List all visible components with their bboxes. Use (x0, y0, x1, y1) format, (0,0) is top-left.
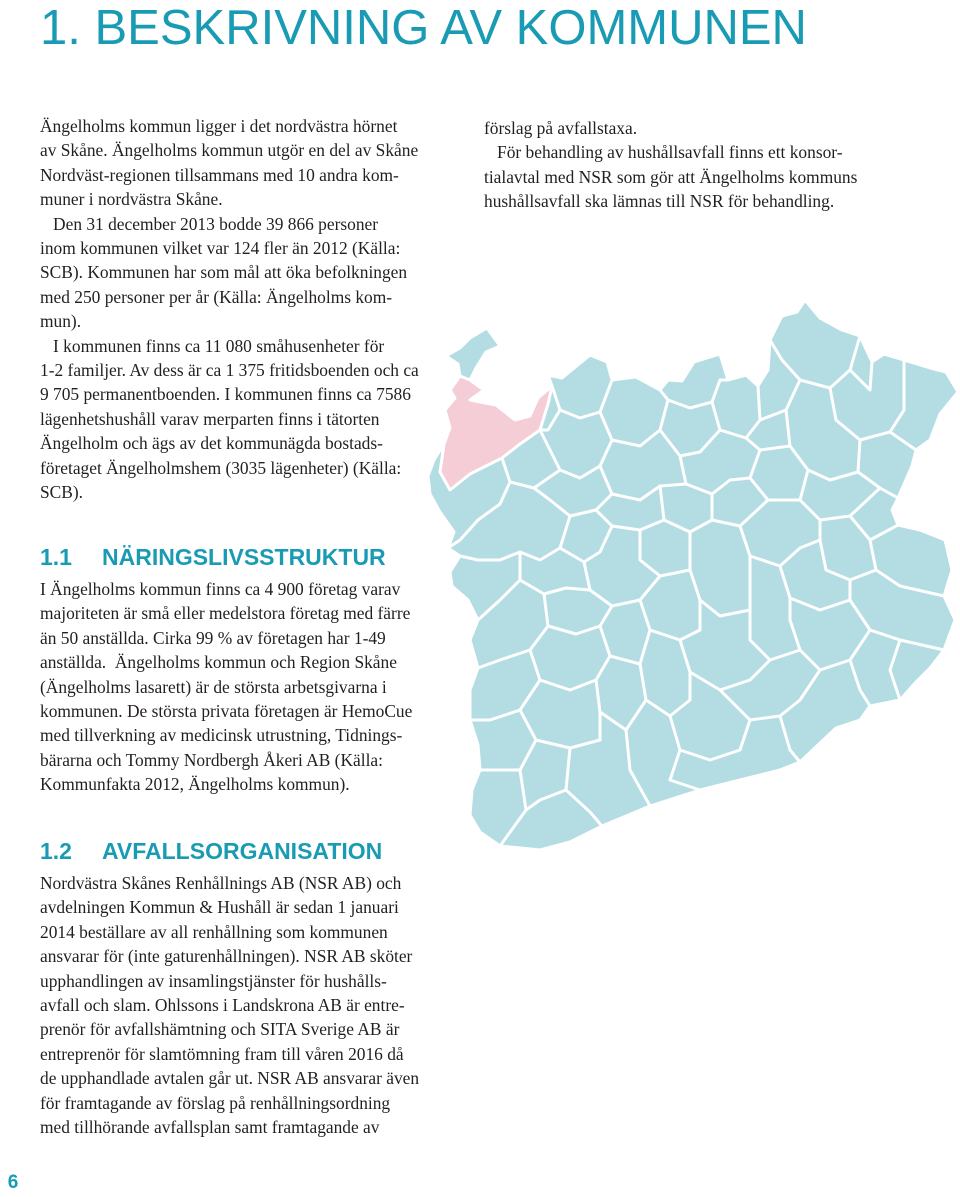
text-line: majoriteten är små eller medelstora företag med färre (40, 603, 411, 624)
text-line: kommunen. De största privata företagen är HemoCue (40, 701, 413, 722)
section-number: 1.1 (40, 544, 72, 570)
text-line: Den 31 december 2013 bodde 39 866 personer (40, 213, 379, 234)
text-line: muner i nordvästra Skåne. (40, 189, 223, 210)
naringslivsstruktur-text (40, 577, 412, 797)
text-line: 2014 beställare av all renhållning som kommunen (40, 921, 388, 942)
text-line: avdelningen Kommun & Hushåll är sedan 1 januari (40, 897, 399, 918)
text-line: Ängelholms kommun ligger i det nordvästra hörnet (40, 116, 398, 136)
text-line: Ängelholm och ägs av det kommunägda bostads- (40, 433, 383, 454)
text-line: SCB). Kommunen har som mål att öka befolkningen (40, 262, 408, 283)
avfallsorganisation-text (40, 871, 419, 1139)
text-line: tialavtal med NSR som gör att Ängelholms kommuns (484, 166, 858, 187)
text-line: För behandling av hushållsavfall finns ett konsor- (484, 142, 843, 163)
text-line: med 250 personer per år (Källa: Ängelholms kom- (40, 286, 393, 307)
text-line: hushållsavfall ska lämnas till NSR för behandling. (484, 191, 835, 212)
right-column-text (484, 116, 857, 214)
text-line: av Skåne. Ängelholms kommun utgör en del av Skåne (40, 140, 419, 161)
text-line: än 50 anställda. Cirka 99 % av företagen har 1-49 (40, 627, 386, 648)
section-number: 1.2 (40, 838, 72, 864)
text-line: Kommunfakta 2012, Ängelholms kommun). (40, 774, 350, 795)
text-line: förslag på avfallstaxa. (484, 118, 638, 138)
text-line: prenör för avfallshämtning och SITA Sverige AB är (40, 1019, 400, 1040)
text-line: 1-2 familjer. Av dess är ca 1 375 fritidsboenden och ca (40, 360, 419, 381)
text-line: avfall och slam. Ohlssons i Landskrona AB är entre- (40, 995, 405, 1016)
text-line: SCB). (40, 482, 84, 503)
skane-municipality-map (420, 300, 960, 860)
text-line: Nordvästra Skånes Renhållnings AB (NSR AB) och (40, 873, 402, 893)
text-line: med tillverkning av medicinsk utrustning, Tidnings- (40, 725, 403, 746)
text-line: företaget Ängelholmshem (3035 lägenheter) (Källa: (40, 457, 402, 478)
text-line: (Ängelholms lasarett) är de största arbetsgivarna i (40, 676, 387, 697)
page-title: 1. BESKRIVNING AV KOMMUNEN (40, 1, 807, 55)
text-line: för framtagande av förslag på renhållningsordning (40, 1092, 391, 1113)
text-line: bärarna och Tommy Nordbergh Åkeri AB (Källa: (40, 749, 383, 770)
text-line: mun). (40, 311, 82, 332)
text-line: lägenhetshushåll varav merparten finns i tätorten (40, 408, 380, 429)
text-line: ansvarar för (inte gaturenhållningen). NSR AB sköter (40, 946, 413, 967)
intro-text (40, 114, 419, 505)
page-number: 6 (7, 1172, 19, 1193)
text-line: I Ängelholms kommun finns ca 4 900 företag varav (40, 579, 401, 599)
section-heading-avfallsorganisation (40, 838, 382, 864)
text-line: Nordväst-regionen tillsammans med 10 andra kom- (40, 164, 399, 185)
text-line: inom kommunen vilket var 124 fler än 2012 (Källa: (40, 238, 401, 259)
text-line: med tillhörande avfallsplan samt framtagande av (40, 1117, 380, 1138)
text-line: de upphandlade avtalen går ut. NSR AB ansvarar även (40, 1068, 420, 1089)
section-title: NÄRINGSLIVSSTRUKTUR (102, 544, 386, 570)
text-line: I kommunen finns ca 11 080 småhusenheter för (40, 335, 385, 356)
text-line: entreprenör för slamtömning fram till våren 2016 då (40, 1043, 404, 1064)
text-line: anställda. Ängelholms kommun och Region Skåne (40, 652, 397, 673)
text-line: upphandlingen av insamlingstjänster för hushålls- (40, 970, 387, 991)
section-heading-naringslivsstruktur (40, 544, 386, 570)
text-line: 9 705 permanentboenden. I kommunen finns ca 7586 (40, 384, 411, 405)
section-title: AVFALLSORGANISATION (102, 838, 383, 864)
